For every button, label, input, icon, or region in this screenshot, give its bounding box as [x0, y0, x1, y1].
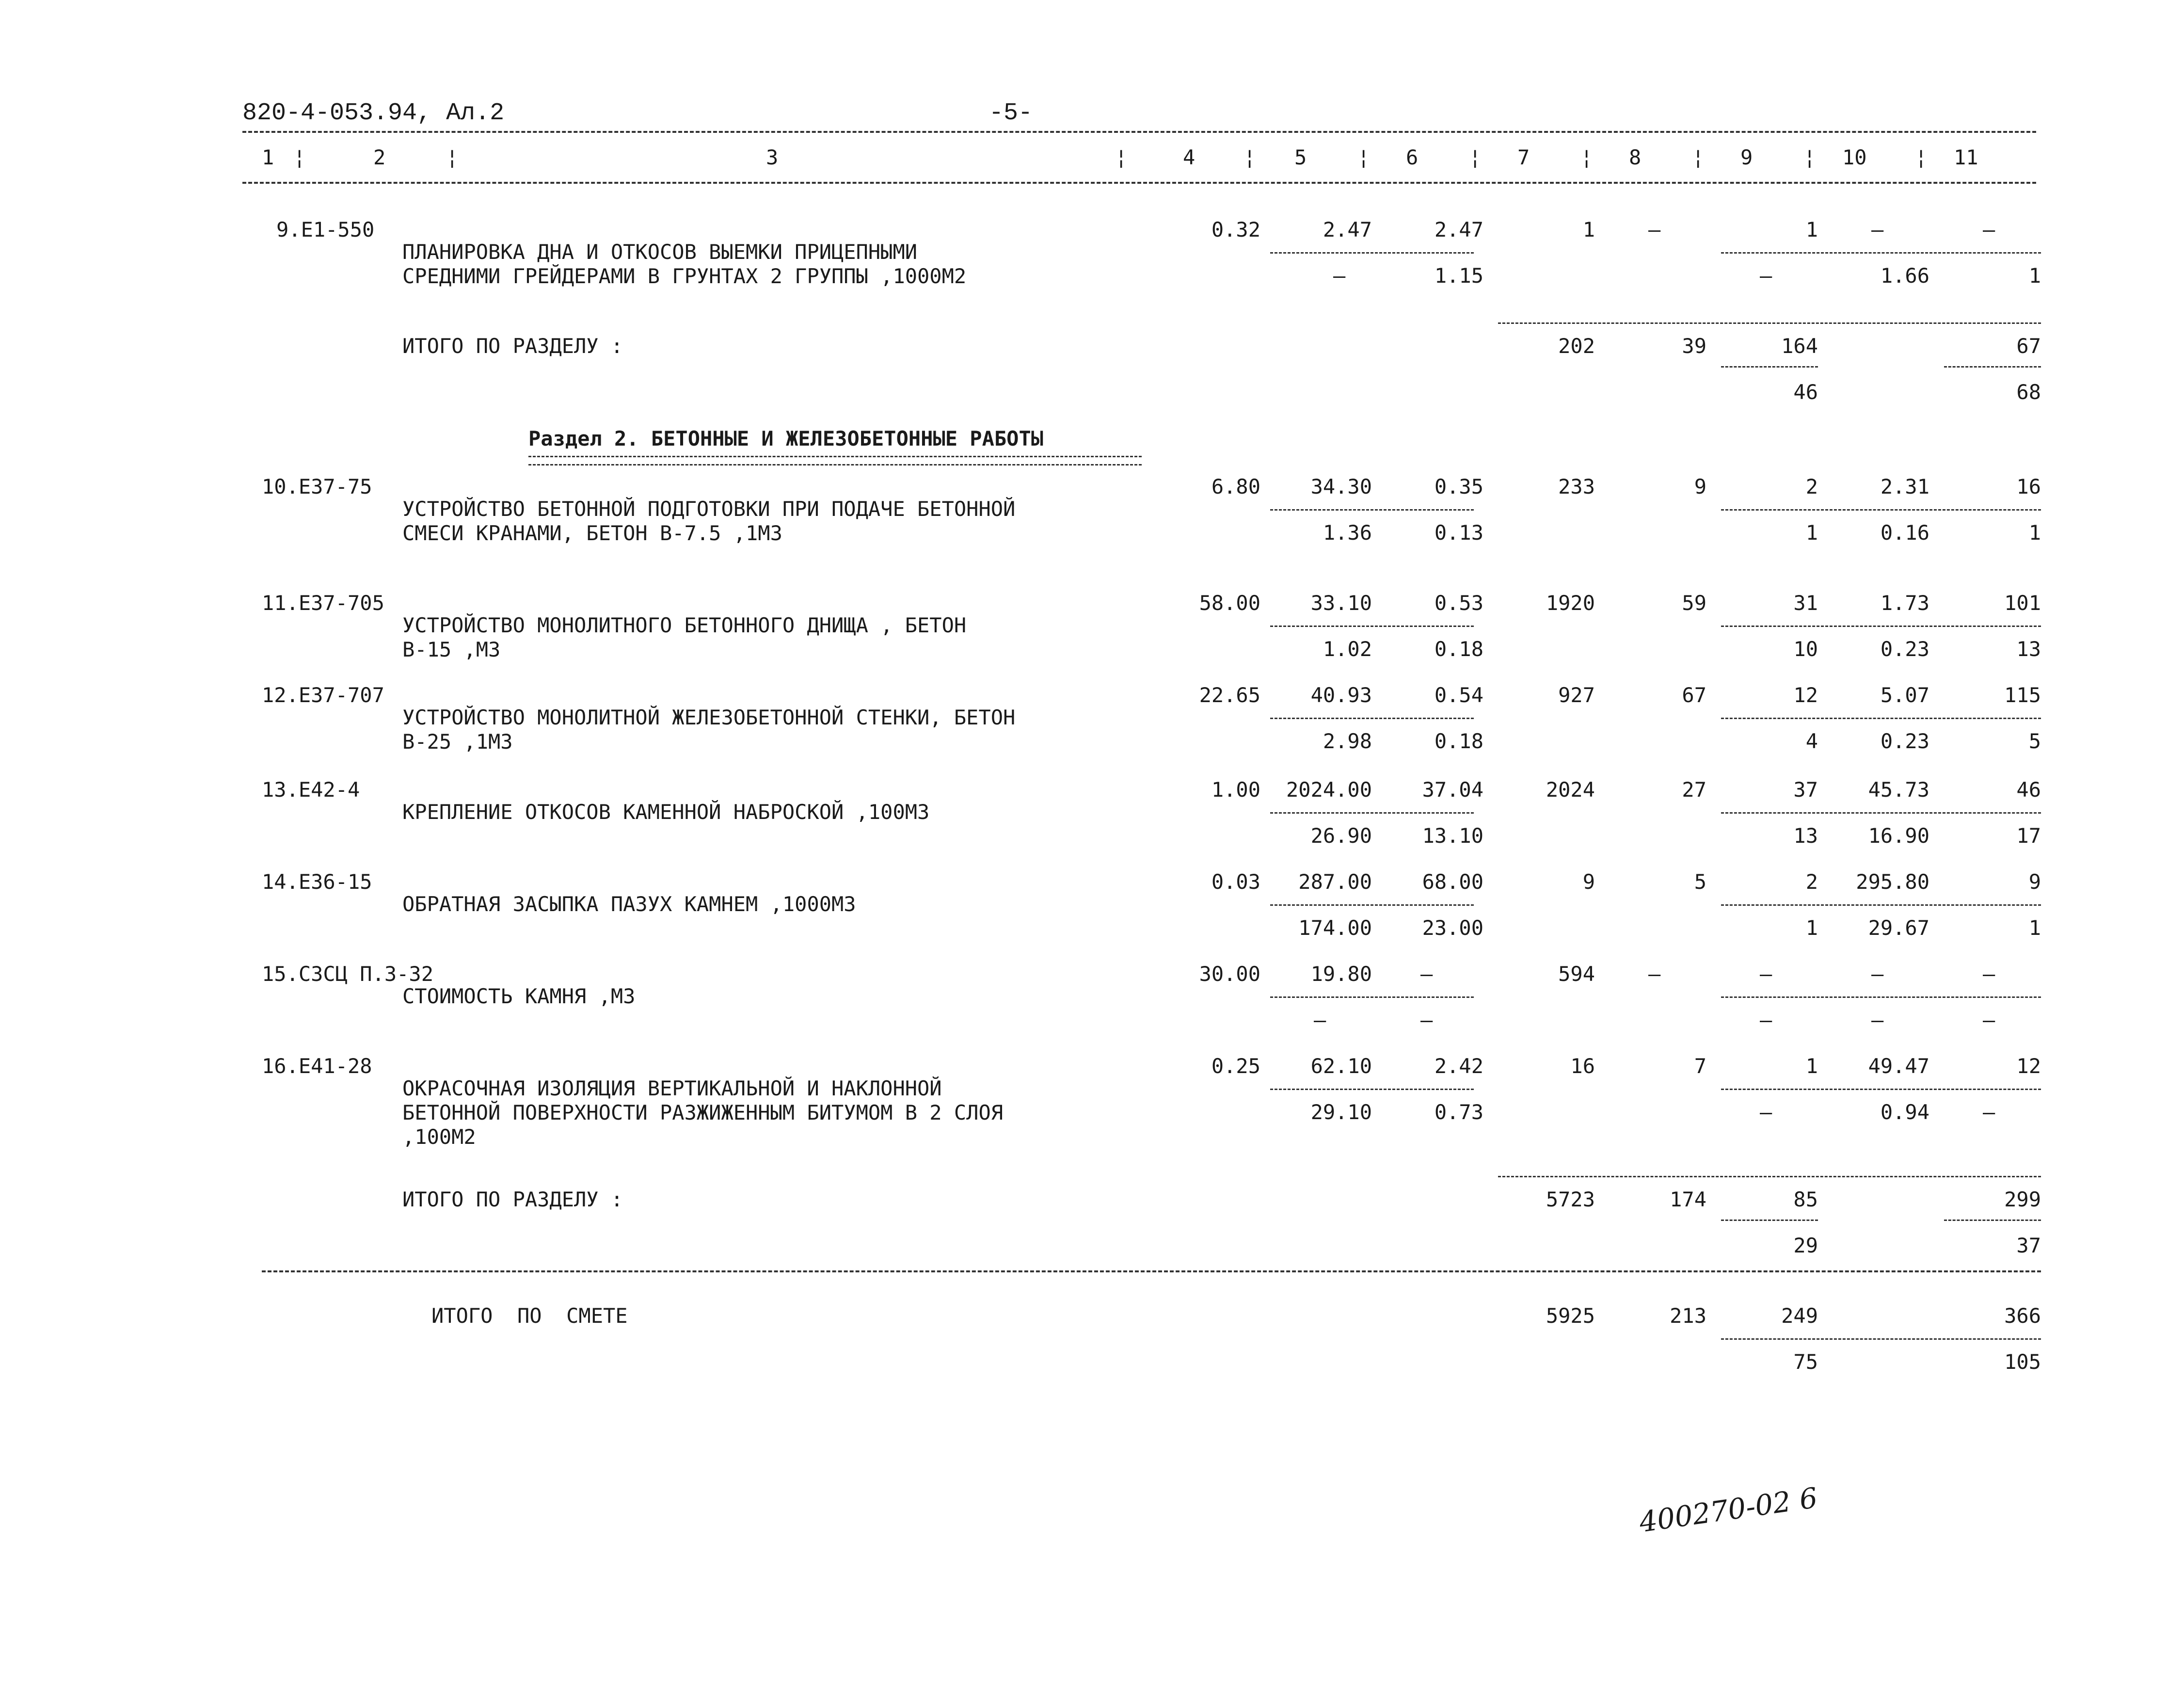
header-top-rule: [242, 131, 2036, 133]
c7: 1920: [1546, 591, 1595, 615]
c11a: 12: [2016, 1054, 2041, 1078]
row-code: 9.Е1-550: [276, 218, 375, 241]
c10a: –: [1871, 218, 1884, 241]
c7: 594: [1558, 962, 1595, 986]
fraction-rule: [1270, 509, 1474, 511]
c9b: 75: [1793, 1350, 1818, 1374]
col-4: 4: [1183, 145, 1196, 169]
col-separator: ¦: [1692, 145, 1705, 169]
col-separator: ¦: [1469, 145, 1482, 169]
page-number: -5-: [989, 99, 1033, 127]
col-1: 1: [262, 145, 274, 169]
c11a: 67: [2016, 334, 2041, 358]
c10b: 1.66: [1880, 264, 1929, 288]
c9b: –: [1760, 264, 1772, 288]
row-code: 10.Е37-75: [262, 475, 372, 498]
c11a: 46: [2016, 778, 2041, 802]
c8: 27: [1682, 778, 1706, 802]
fraction-rule: [1721, 1338, 2041, 1340]
c6b: 23.00: [1422, 916, 1483, 940]
row-description: ОКРАСОЧНАЯ ИЗОЛЯЦИЯ ВЕРТИКАЛЬНОЙ И НАКЛОННОЙ БЕТОННОЙ ПОВЕРХНОСТИ РАЗЖИЖЕННЫМ БИТУМОМ В 2 СЛОЯ ,100М2: [402, 1076, 1004, 1149]
c5b: 1.02: [1323, 637, 1372, 661]
c6a: –: [1420, 962, 1433, 986]
col-9: 9: [1740, 145, 1753, 169]
c5a: 62.10: [1310, 1054, 1372, 1078]
c7: 202: [1558, 334, 1595, 358]
c11a: 115: [2004, 683, 2041, 707]
c6a: 0.35: [1434, 475, 1483, 498]
c9a: 1: [1805, 218, 1818, 241]
c11b: 17: [2016, 824, 2041, 848]
c9a: 2: [1805, 475, 1818, 498]
c5a: 34.30: [1310, 475, 1372, 498]
col-2: 2: [373, 145, 386, 169]
fraction-rule: [1721, 509, 2041, 511]
row-description: КРЕПЛЕНИЕ ОТКОСОВ КАМЕННОЙ НАБРОСКОЙ ,100М3: [402, 800, 930, 824]
col-7: 7: [1517, 145, 1530, 169]
c11b: –: [1983, 1100, 1995, 1124]
subtotal-label: ИТОГО ПО РАЗДЕЛУ :: [402, 1187, 623, 1211]
fraction-rule: [1721, 252, 2041, 254]
grand-total-label: ИТОГО ПО СМЕТЕ: [431, 1304, 628, 1328]
c9a: 12: [1793, 683, 1818, 707]
c6a: 2.42: [1434, 1054, 1483, 1078]
c7: 5723: [1546, 1187, 1595, 1211]
fraction-rule: [1270, 996, 1474, 998]
c7: 9: [1582, 870, 1595, 894]
row-code: 13.Е42-4: [262, 778, 360, 802]
fraction-rule: [1270, 252, 1474, 254]
column-header-row: [262, 145, 2046, 175]
c8: 5: [1694, 870, 1706, 894]
c5a: 2024.00: [1286, 778, 1372, 802]
c9b: 29: [1793, 1234, 1818, 1257]
c10b: 0.16: [1880, 521, 1929, 545]
c10b: 0.94: [1880, 1100, 1929, 1124]
c8: 7: [1694, 1054, 1706, 1078]
c6b: 0.18: [1434, 729, 1483, 753]
c11b: 105: [2004, 1350, 2041, 1374]
c7: 233: [1558, 475, 1595, 498]
c11b: 5: [2028, 729, 2041, 753]
col-8: 8: [1629, 145, 1642, 169]
c8: 9: [1694, 475, 1706, 498]
row-description: СТОИМОСТЬ КАМНЯ ,М3: [402, 984, 636, 1008]
c9a: 249: [1781, 1304, 1818, 1328]
c5b: 29.10: [1310, 1100, 1372, 1124]
c11a: 299: [2004, 1187, 2041, 1211]
c11a: –: [1983, 218, 1995, 241]
col-3: 3: [766, 145, 779, 169]
col-10: 10: [1842, 145, 1867, 169]
document-code: 820-4-053.94, Ал.2: [242, 99, 505, 127]
c7: 927: [1558, 683, 1595, 707]
c4: 22.65: [1199, 683, 1260, 707]
c5b: –: [1314, 1008, 1326, 1032]
c6b: –: [1420, 1008, 1433, 1032]
c10b: 0.23: [1880, 729, 1929, 753]
c9a: 164: [1781, 334, 1818, 358]
section-title-underline: [528, 456, 1142, 465]
c10b: 0.23: [1880, 637, 1929, 661]
c8: –: [1648, 962, 1661, 986]
c11a: 16: [2016, 475, 2041, 498]
c9b: –: [1760, 1100, 1772, 1124]
c8: 39: [1682, 334, 1706, 358]
fraction-rule: [1270, 904, 1474, 906]
c6b: 0.18: [1434, 637, 1483, 661]
col-5: 5: [1294, 145, 1307, 169]
c5b: 1.36: [1323, 521, 1372, 545]
c9b: 13: [1793, 824, 1818, 848]
col-separator: ¦: [1357, 145, 1370, 169]
c6a: 2.47: [1434, 218, 1483, 241]
row-description: ПЛАНИРОВКА ДНА И ОТКОСОВ ВЫЕМКИ ПРИЦЕПНЫМИ СРЕДНИМИ ГРЕЙДЕРАМИ В ГРУНТАХ 2 ГРУППЫ ,1000М2: [402, 240, 967, 288]
c11b: 37: [2016, 1234, 2041, 1257]
fraction-rule: [1270, 812, 1474, 814]
fraction-rule: [1721, 718, 2041, 719]
fraction-rule: [1944, 1220, 2041, 1221]
c10a: 45.73: [1868, 778, 1929, 802]
c7: 1: [1582, 218, 1595, 241]
c8: 174: [1670, 1187, 1706, 1211]
c9a: 1: [1805, 1054, 1818, 1078]
c10b: 29.67: [1868, 916, 1929, 940]
c9b: 10: [1793, 637, 1818, 661]
c5a: 19.80: [1310, 962, 1372, 986]
c11b: –: [1983, 1008, 1995, 1032]
c6a: 37.04: [1422, 778, 1483, 802]
fraction-rule: [1270, 626, 1474, 627]
c8: –: [1648, 218, 1661, 241]
c10a: 1.73: [1880, 591, 1929, 615]
fraction-rule: [1721, 1089, 2041, 1090]
c4: 0.03: [1211, 870, 1260, 894]
c5a: 287.00: [1298, 870, 1372, 894]
c5a: 40.93: [1310, 683, 1372, 707]
row-code: 15.СЗСЦ П.3-32: [262, 962, 434, 986]
col-separator: ¦: [1915, 145, 1928, 169]
c8: 213: [1670, 1304, 1706, 1328]
row-description: УСТРОЙСТВО МОНОЛИТНОЙ ЖЕЛЕЗОБЕТОННОЙ СТЕНКИ, БЕТОН В-25 ,1М3: [402, 706, 1016, 754]
c6a: 0.53: [1434, 591, 1483, 615]
c4: 1.00: [1211, 778, 1260, 802]
c7: 5925: [1546, 1304, 1595, 1328]
header-bottom-rule: [242, 182, 2036, 184]
c6a: 68.00: [1422, 870, 1483, 894]
fraction-rule: [1944, 366, 2041, 368]
row-code: 12.Е37-707: [262, 683, 384, 707]
row-code: 11.Е37-705: [262, 591, 384, 615]
c7: 16: [1570, 1054, 1595, 1078]
c10a: 295.80: [1856, 870, 1929, 894]
c9b: 46: [1793, 380, 1818, 404]
section-title: Раздел 2. БЕТОННЫЕ И ЖЕЛЕЗОБЕТОННЫЕ РАБОТЫ: [528, 427, 1044, 450]
subtotal-rule: [1498, 322, 2041, 324]
col-6: 6: [1406, 145, 1419, 169]
c11b: 1: [2028, 521, 2041, 545]
row-code: 14.Е36-15: [262, 870, 372, 894]
c4: 0.25: [1211, 1054, 1260, 1078]
fraction-rule: [1721, 366, 1818, 368]
c10a: 49.47: [1868, 1054, 1929, 1078]
c10a: 5.07: [1880, 683, 1929, 707]
c6b: 13.10: [1422, 824, 1483, 848]
row-code: 16.Е41-28: [262, 1054, 372, 1078]
fraction-rule: [1721, 812, 2041, 814]
c8: 59: [1682, 591, 1706, 615]
fraction-rule: [1270, 718, 1474, 719]
c6a: 0.54: [1434, 683, 1483, 707]
c10b: –: [1871, 1008, 1884, 1032]
c10a: 2.31: [1880, 475, 1929, 498]
c11a: 101: [2004, 591, 2041, 615]
c10b: 16.90: [1868, 824, 1929, 848]
col-separator: ¦: [1243, 145, 1256, 169]
c11b: 13: [2016, 637, 2041, 661]
c5b: 174.00: [1298, 916, 1372, 940]
subtotal-rule: [1498, 1176, 2041, 1177]
c9b: 4: [1805, 729, 1818, 753]
row-description: УСТРОЙСТВО МОНОЛИТНОГО БЕТОННОГО ДНИЩА , БЕТОН В-15 ,М3: [402, 613, 967, 661]
fraction-rule: [1721, 1220, 1818, 1221]
c6b: 0.13: [1434, 521, 1483, 545]
fraction-rule: [1721, 904, 2041, 906]
c4: 6.80: [1211, 475, 1260, 498]
fraction-rule: [1721, 626, 2041, 627]
c5b: 2.98: [1323, 729, 1372, 753]
c5a: 2.47: [1323, 218, 1372, 241]
c4: 30.00: [1199, 962, 1260, 986]
c7: 2024: [1546, 778, 1595, 802]
handwritten-note: 400270-02 6: [1637, 1481, 1820, 1539]
c6b: 1.15: [1434, 264, 1483, 288]
c9a: 31: [1793, 591, 1818, 615]
col-separator: ¦: [1115, 145, 1128, 169]
c9a: –: [1760, 962, 1772, 986]
col-separator: ¦: [1803, 145, 1816, 169]
row-description: ОБРАТНАЯ ЗАСЫПКА ПАЗУХ КАМНЕМ ,1000М3: [402, 892, 856, 916]
c11b: 68: [2016, 380, 2041, 404]
c5b: –: [1333, 264, 1346, 288]
c6b: 0.73: [1434, 1100, 1483, 1124]
c11b: 1: [2028, 264, 2041, 288]
c11b: 1: [2028, 916, 2041, 940]
col-separator: ¦: [446, 145, 459, 169]
subtotal-label: ИТОГО ПО РАЗДЕЛУ :: [402, 334, 623, 358]
c5b: 26.90: [1310, 824, 1372, 848]
c11a: –: [1983, 962, 1995, 986]
fraction-rule: [1721, 996, 2041, 998]
row-description: УСТРОЙСТВО БЕТОННОЙ ПОДГОТОВКИ ПРИ ПОДАЧЕ БЕТОННОЙ СМЕСИ КРАНАМИ, БЕТОН В-7.5 ,1М3: [402, 497, 1016, 545]
c8: 67: [1682, 683, 1706, 707]
c4: 0.32: [1211, 218, 1260, 241]
fraction-rule: [1270, 1089, 1474, 1090]
c11a: 9: [2028, 870, 2041, 894]
c9a: 2: [1805, 870, 1818, 894]
c5a: 33.10: [1310, 591, 1372, 615]
c10a: –: [1871, 962, 1884, 986]
col-separator: ¦: [293, 145, 306, 169]
c9b: –: [1760, 1008, 1772, 1032]
c9b: 1: [1805, 916, 1818, 940]
c11a: 366: [2004, 1304, 2041, 1328]
c9a: 37: [1793, 778, 1818, 802]
col-separator: ¦: [1580, 145, 1593, 169]
total-separator-rule: [262, 1270, 2041, 1272]
c9a: 85: [1793, 1187, 1818, 1211]
c4: 58.00: [1199, 591, 1260, 615]
col-11: 11: [1954, 145, 1978, 169]
c9b: 1: [1805, 521, 1818, 545]
